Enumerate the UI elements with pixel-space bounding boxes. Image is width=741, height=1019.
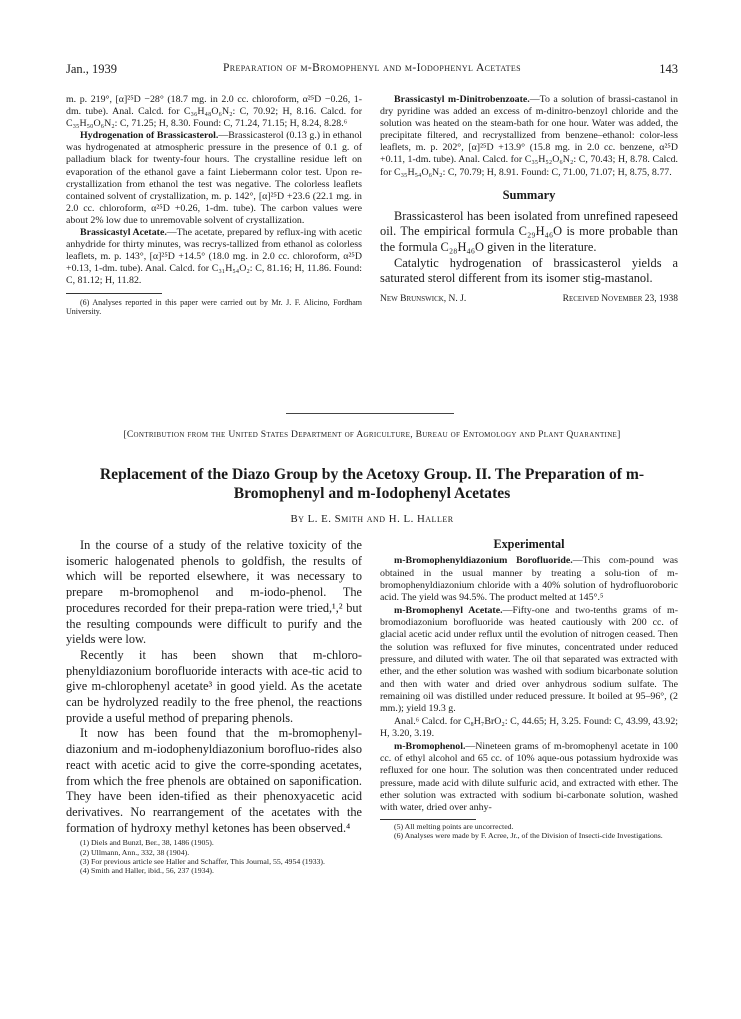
run-in-heading: m-Bromophenol. [394, 740, 466, 752]
summary-paragraph: Brassicasterol has been isolated from unrefined rapeseed oil. The empirical formula C₂₉H₄₆O is more probable than the formula C₂₈H₄₆O given in the literature. [380, 208, 678, 254]
summary-paragraph: Catalytic hydrogenation of brassicasterol yields a saturated sterol different from its isomer stig-mastanol. [380, 255, 678, 286]
run-in-heading: Hydrogenation of Brassicasterol. [80, 130, 219, 142]
section-divider [286, 413, 454, 414]
paragraph-body: —To a solution of brassi-castanol in dry pyridine was added an excess of m-dinitro-benzoyl chloride and the solution was heated on the steam-bath for one hour. Water was added, the precipitate filtered, and recrystallized from benzene–ethanol: color-less leaflets, m. p. 202°, [α]²⁵D +13.9° (15.8 mg. in 2.0 cc. benzene, α²⁵D +0.11, 1-dm. tube). Anal. Calcd. for C₃₅H₅₂O₆N₂: C, 70.43; H, 8.78. Calcd. for C₃₅H₅₄O₆N₂: C, 70.79; H, 8.91. Found: C, 71.00, 71.07; H, 8.75, 8.77. [380, 94, 678, 178]
paragraph [66, 130, 362, 227]
paragraph-body: —Fifty-one and two-tenths grams of m-bromodiazonium borofluoride was heated cautiously with 200 cc. of glacial acetic acid under reflux until the evolution of nitrogen ceased. Then the solution was refluxed for five minutes, concentrated under reduced pressure, and diluted with water. The oil that separated was extracted with ether, and the ether solution was washed with sodium bicarbonate solution and then with water and dried over anhydrous sodium sulfate. The remaining oil was distilled under reduced pressure. It boiled at 95–96°, (2 mm.); yield 19.3 g. [380, 604, 678, 715]
footnote-rule [66, 293, 162, 294]
article-title: Replacement of the Diazo Group by the Acetoxy Group. II. The Preparation of m-Bromophenyl and m-Iodophenyl Acetates [99, 466, 645, 502]
header-date: Jan., 1939 [66, 62, 118, 76]
paragraph [380, 94, 678, 179]
paragraph-body: —Brassicasterol (0.13 g.) in ethanol was hydrogenated at atmospheric pressure in the presence of 0.1 g. of palladium black for twenty-four hours. The crystalline residue left on evaporation of the ethanol gave a faint Liebermann color test. Upon re-crystallization from ethanol the test was negative. The colorless leaflets contained solvent of crystallization, m. p. 142°, [α]²⁵D +23.6 (22.1 mg. in 2.0 cc. chloroform, α²⁵D +0.26, 1-dm. tube). The carbon values were about 2% low due to unremovable solvent of crystallization. [66, 130, 363, 226]
bottom-left-column [66, 538, 362, 875]
paragraph: Anal.⁶ Calcd. for C₈H₇BrO₂: C, 44.65; H, 3.25. Found: C, 43.99, 43.92; H, 3.20, 3.19. [380, 715, 678, 740]
running-header [66, 62, 678, 82]
footnote: (4) Smith and Haller, ibid., 56, 237 (1934). [80, 865, 214, 875]
run-in-heading: m-Bromophenyl Acetate. [394, 604, 503, 616]
authors-line [66, 513, 678, 525]
run-in-heading: Brassicastyl Acetate. [80, 227, 167, 239]
paragraph [66, 227, 362, 287]
footnote: (2) Ullmann, Ann., 332, 38 (1904). [80, 847, 190, 857]
footnote: (1) Diels and Bunzl, Ber., 38, 1486 (1905). [80, 838, 214, 848]
paragraph: Recently it has been shown that m-chloro-phenyldiazonium borofluoride interacts with ace-tic acid to give m-chlorophenyl acetate³ in good yield. As the acetate can be hydrolyzed readily to the free phenol, the reactions provide a useful method of preparing phenols. [66, 647, 362, 725]
by-label: By [290, 513, 305, 525]
run-in-heading: Brassicastyl m-Dinitrobenzoate. [394, 94, 530, 105]
paragraph: It now has been found that the m-bromophenyl-diazonium and m-iodophenyldiazonium borofluo-rides also react with acetic acid to give the corre-sponding acetates, from which the free phenols are obtained on saponification. They have been iden-tified as their phenoxyacetic acid derivatives. No rearrangement of the acetates with the formation of hydroxy methyl ketones has been observed.⁴ [66, 726, 362, 835]
footnote: (5) All melting points are uncorrected. [394, 821, 514, 831]
bottom-right-column [380, 538, 678, 840]
run-in-heading: m-Bromophenyldiazonium Borofluoride. [394, 555, 573, 567]
footnote: (3) For previous article see Haller and Schaffer, This Journal, 55, 4954 (1933). [80, 856, 325, 866]
top-right-column [380, 94, 678, 305]
top-left-column [66, 94, 362, 317]
paragraph [380, 555, 678, 604]
received-date: Received November 23, 1938 [562, 293, 678, 304]
contribution-line: [Contribution from the United States Department of Agriculture, Bureau of Entomology and Plant Quarantine] [123, 429, 621, 440]
footnote-rule [380, 819, 476, 820]
paragraph-body: —Nineteen grams of m-bromophenyl acetate in 100 cc. of ethyl alcohol and 65 cc. of 10% aque-ous potassium hydroxide was refluxed for one hour. The solution was then concentrated under reduced pressure, made acid with dilute sulfuric acid, and extracted with ether. The ether solution was extracted with sodium bi-carbonate solution, washed with water, dried over anhy- [380, 740, 678, 814]
header-running-title: Preparation of m-Bromophenyl and m-Iodophenyl Acetates [222, 62, 522, 74]
experimental-heading: Experimental [493, 537, 565, 551]
paragraph: In the course of a study of the relative toxicity of the isomeric halogenated phenols to goldfish, the results of which will be reported elsewhere, it was necessary to prepare m-bromophenol and m-iodo-phenol. The procedures recorded for their prepa-ration were tried,¹,² but the resulting compounds were difficult to purify and the yields were low. [66, 538, 362, 647]
paragraph [380, 605, 678, 716]
paragraph-body: —The acetate, prepared by reflux-ing with acetic anhydride for thirty minutes, was recrys-tallized from ethanol as colorless leaflets, m. p. 143°, [α]²⁵D +14.5° (18.0 mg. in 2.0 cc. chloroform, α²⁵D +0.13, 1-dm. tube). Anal. Calcd. for C₃₁H₅₄O₂: C, 81.16; H, 11.86. Found: C, 81.12; H, 11.82. [66, 227, 362, 287]
paragraph: m. p. 219°, [α]²⁵D −28° (18.7 mg. in 2.0 cc. chloroform, α²⁵D −0.26, 1-dm. tube). Anal. Calcd. for C₃₆H₄₈O₆N₂: C, 70.92; H, 8.16. Calcd. for C₃₅H₅₀O₆N₂: C, 71.25; H, 8.30. Found: C, 71.24, 71.15; H, 8.24, 8.28.⁶ [66, 94, 362, 130]
summary-heading: Summary [502, 187, 556, 202]
signature-line [380, 293, 678, 305]
page-number: 143 [659, 62, 678, 76]
paragraph-body: —This com-pound was obtained in the usual manner by treating a solu-tion of m-bromophenyldiazonium chloride with a 40% solution of hydrofluoroboric acid. The yield was 94.5%. The product melted at 145°.⁵ [380, 555, 678, 604]
location: New Brunswick, N. J. [380, 293, 467, 304]
footnote: (6) Analyses reported in this paper were carried out by Mr. J. F. Alicino, Fordham University. [66, 297, 362, 317]
footnote: (6) Analyses were made by F. Acree, Jr., of the Division of Insecti-cide Investigations. [394, 830, 663, 840]
paragraph [380, 741, 678, 815]
author-names: L. E. Smith and H. L. Haller [307, 513, 454, 525]
